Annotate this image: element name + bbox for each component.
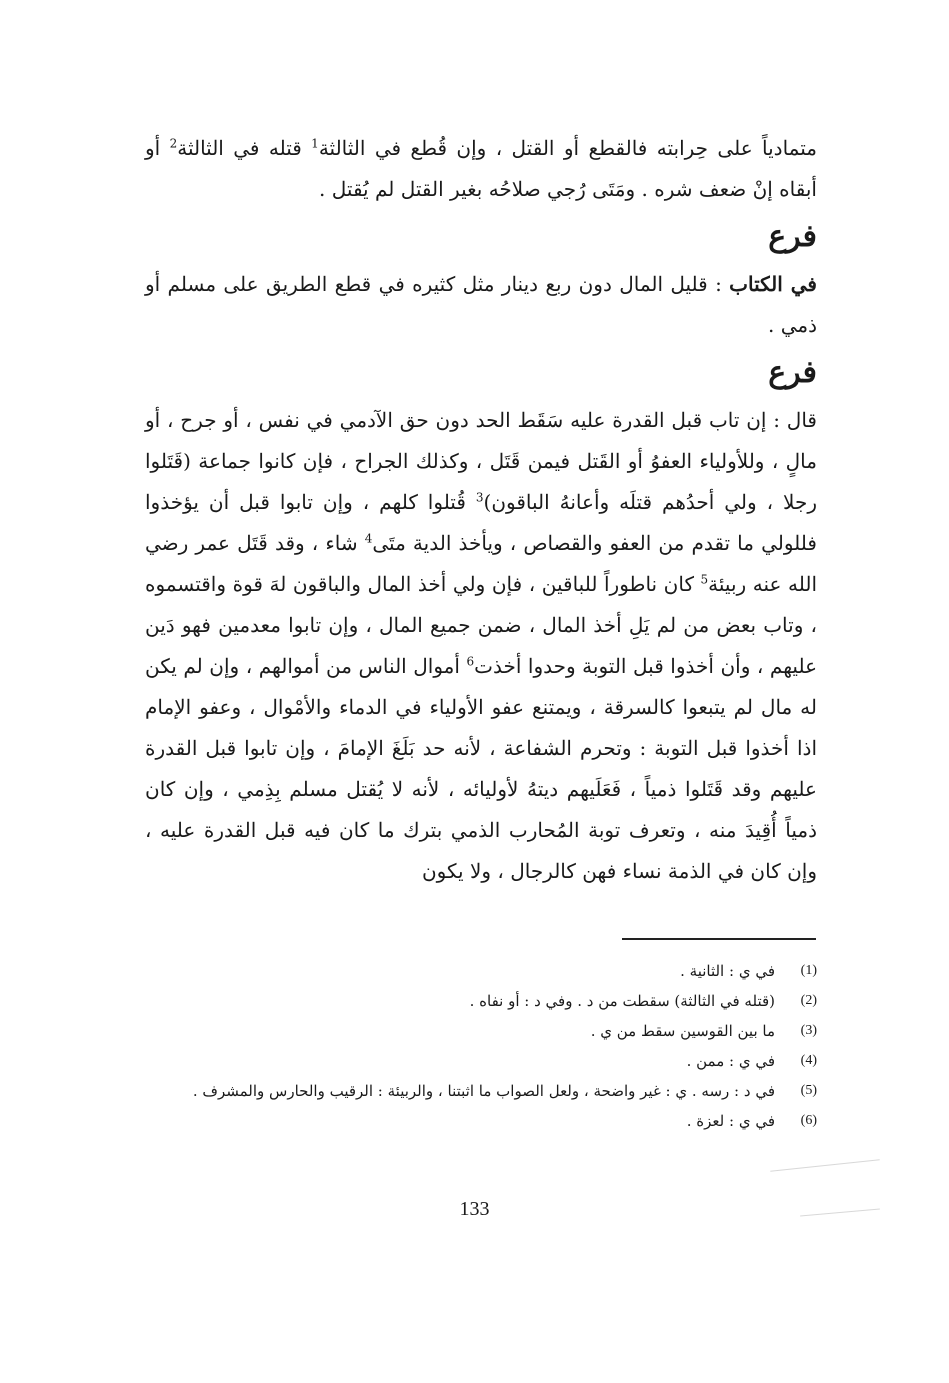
footnotes-list [137, 956, 817, 1136]
page-number: 133 [459, 1198, 490, 1220]
text-run: أو أبقاه إنْ ضعف شره . ومَتَى رُجي صلاحُه بغير القتل لم يُقتل . [145, 136, 817, 201]
text-run: كان ناطوراً للباقين ، فإن ولي أخذ المال والباقون لهَ قوة واقتسموه ، وتاب بعض من لم يَلِ أخذ المال ، ضمن جميع المال ، وإن تابوا معدمين فهو دَين عليهم ، وأن أخذوا قبل التوبة وحدوا أخذت [145, 572, 818, 678]
footnote-number: (1) [800, 963, 817, 978]
footnote-number: (6) [800, 1113, 817, 1128]
footnote-text: في ي : الثانية . [680, 962, 775, 980]
footnote-number: (4) [800, 1053, 817, 1068]
footnote-ref-2[interactable]: 2 [169, 136, 178, 151]
text-run: شاء ، وقد قَتَل عمر رضي الله عنه ربيئة [145, 531, 817, 596]
footnote-ref-6[interactable]: 6 [466, 654, 475, 669]
footnote-item [137, 1016, 817, 1046]
footnote-number: (2) [800, 993, 817, 1008]
footnote-text: ما بين القوسين سقط من ي . [590, 1022, 775, 1040]
footnote-ref-3[interactable]: 3 [475, 490, 484, 505]
text-run: : قليل المال دون ربع دينار مثل كثيره في قطع الطريق على مسلم أو ذمي . [145, 272, 817, 337]
text-run: قُتلوا كلهم ، وإن تابوا قبل أن يؤخذوا فللولي ما تقدم من العفو والقصاص ، ويأخذ الدية متَى [145, 490, 817, 555]
section-heading-2: فرع [768, 355, 817, 390]
paragraph-3 [145, 400, 817, 892]
footnote-item [137, 1076, 817, 1106]
footnote-item [137, 986, 817, 1016]
footnote-item [137, 1106, 817, 1136]
lead-in-label: في الكتاب [729, 272, 817, 296]
footnote-ref-1[interactable]: 1 [311, 136, 319, 151]
text-run: متمادياً على حِرابته فالقطع أو القتل ، وإن قُطع في الثالثة [318, 136, 817, 160]
text-run: قتله في الثالثة [177, 136, 312, 160]
footnote-ref-4[interactable]: 4 [364, 531, 373, 546]
paragraph-1 [145, 128, 817, 210]
footnote-item [137, 1046, 817, 1076]
main-text [145, 128, 817, 892]
text-run: قال : إن تاب قبل القدرة عليه سَقَط الحد دون حق الآدمي في نفس ، أو جرح ، أو مالٍ ، وللأولياء العفوُ أو القَتل فيمن قَتَل ، وكذلك الجراح ، فإن كانوا جماعة (قَتَلوا رجلا ، ولي أحدُهم قتلَه وأعانهُ الباقون) [145, 408, 817, 514]
footnote-text: (قتله في الثالثة) سقطت من د . وفي د : أو نفاه . [469, 992, 775, 1010]
footnote-divider [622, 938, 816, 940]
scan-artifact-line [770, 1159, 880, 1171]
footnote-text: في د : رسه . ي : غير واضحة ، ولعل الصواب ما اثبتنا ، والربيئة : الرقيب والحارس والمشرف . [192, 1082, 775, 1100]
footnote-number: (3) [800, 1023, 817, 1038]
footnote-number: (5) [800, 1083, 817, 1098]
footnote-item [137, 956, 817, 986]
footnote-text: في ي : ممن . [686, 1052, 775, 1070]
footnote-ref-5[interactable]: 5 [700, 572, 709, 587]
footnote-text: في ي : لعزة . [686, 1112, 775, 1130]
section-heading-1: فرع [768, 219, 817, 254]
paragraph-2 [145, 264, 817, 346]
text-run: أموال الناس من أموالهم ، وإن لم يكن له مال لم يتبعوا كالسرقة ، ويمتنع عفو الأولياء في الدماء والأمْوال ، وعفو الإمام اذا أخذوا قبل التوبة : وتحرم الشفاعة ، لأنه حد بَلَغَ الإمامَ ، وإن تابوا قبل القدرة عليهم وقد قَتَلوا ذمياً ، فَعَلَيهم ديتهُ لأوليائه ، لأنه لا يُقتل مسلم بِذِمي ، وإن كان ذمياً أُقِيدَ منه ، وتعرف توبة المُحارب الذمي بترك ما كان فيه قبل القدرة عليه ، وإن كان في الذمة نساء فهن كالرجال ، ولا يكون [145, 654, 817, 883]
